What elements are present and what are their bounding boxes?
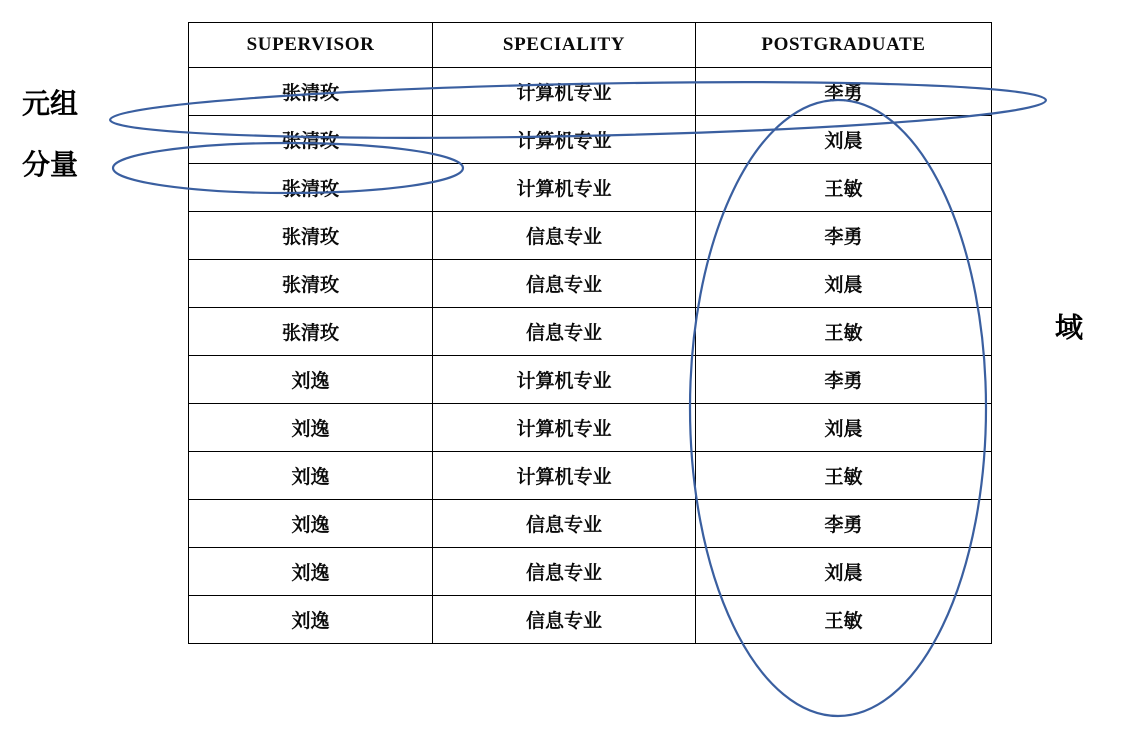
cell-speciality: 信息专业 <box>433 548 696 596</box>
cell-speciality: 信息专业 <box>433 308 696 356</box>
table-row <box>189 308 992 356</box>
cell-postgraduate: 刘晨 <box>696 548 992 596</box>
annotation-label-component: 分量 <box>22 149 79 180</box>
cell-speciality: 信息专业 <box>433 212 696 260</box>
cell-postgraduate: 刘晨 <box>696 260 992 308</box>
cell-supervisor: 刘逸 <box>189 500 433 548</box>
table-row <box>189 260 992 308</box>
cell-supervisor: 张清玫 <box>189 116 433 164</box>
cell-supervisor: 刘逸 <box>189 548 433 596</box>
table-header-row <box>189 23 992 68</box>
table-row <box>189 500 992 548</box>
cell-postgraduate: 刘晨 <box>696 116 992 164</box>
cell-supervisor: 张清玫 <box>189 68 433 116</box>
table-row <box>189 548 992 596</box>
table-row <box>189 596 992 644</box>
cell-speciality: 计算机专业 <box>433 452 696 500</box>
table-body <box>189 68 992 644</box>
table-header <box>189 23 992 68</box>
table-row <box>189 404 992 452</box>
cell-supervisor: 张清玫 <box>189 260 433 308</box>
table-row <box>189 212 992 260</box>
cell-supervisor: 张清玫 <box>189 164 433 212</box>
table-row <box>189 68 992 116</box>
cell-supervisor: 刘逸 <box>189 452 433 500</box>
annotation-label-tuple: 元组 <box>22 88 79 119</box>
cell-speciality: 信息专业 <box>433 500 696 548</box>
cell-speciality: 信息专业 <box>433 596 696 644</box>
cell-supervisor: 张清玫 <box>189 212 433 260</box>
cell-speciality: 计算机专业 <box>433 68 696 116</box>
cell-speciality: 计算机专业 <box>433 164 696 212</box>
cell-postgraduate: 王敏 <box>696 596 992 644</box>
cell-supervisor: 刘逸 <box>189 596 433 644</box>
relation-table <box>188 22 992 644</box>
column-header-postgraduate: POSTGRADUATE <box>696 23 992 68</box>
cell-speciality: 信息专业 <box>433 260 696 308</box>
cell-postgraduate: 李勇 <box>696 500 992 548</box>
cell-speciality: 计算机专业 <box>433 404 696 452</box>
cell-postgraduate: 李勇 <box>696 356 992 404</box>
cell-postgraduate: 李勇 <box>696 212 992 260</box>
cell-speciality: 计算机专业 <box>433 116 696 164</box>
cell-supervisor: 张清玫 <box>189 308 433 356</box>
cell-postgraduate: 王敏 <box>696 308 992 356</box>
annotation-label-domain: 域 <box>1055 312 1084 343</box>
column-header-speciality: SPECIALITY <box>433 23 696 68</box>
cell-supervisor: 刘逸 <box>189 356 433 404</box>
table-row <box>189 356 992 404</box>
cell-supervisor: 刘逸 <box>189 404 433 452</box>
cell-speciality: 计算机专业 <box>433 356 696 404</box>
column-header-supervisor: SUPERVISOR <box>189 23 433 68</box>
cell-postgraduate: 王敏 <box>696 452 992 500</box>
table-row <box>189 164 992 212</box>
cell-postgraduate: 王敏 <box>696 164 992 212</box>
cell-postgraduate: 李勇 <box>696 68 992 116</box>
table-row <box>189 116 992 164</box>
cell-postgraduate: 刘晨 <box>696 404 992 452</box>
table-row <box>189 452 992 500</box>
